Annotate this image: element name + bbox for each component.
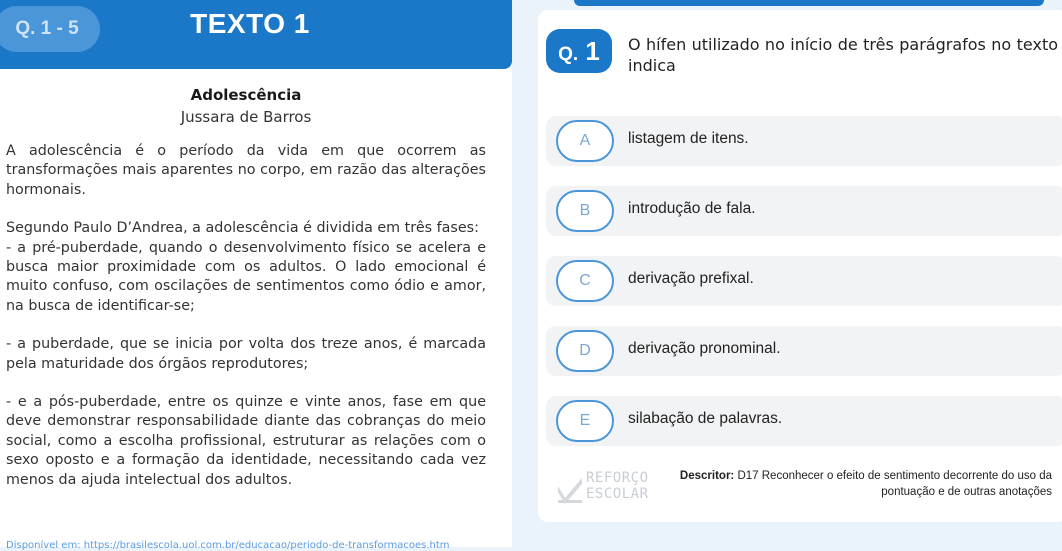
descriptor-text: D17 Reconhecer o efeito de sentimento decorrente do uso da pontuação e de outras anotações	[737, 470, 1052, 498]
logo-text	[586, 470, 649, 502]
option-b[interactable]	[546, 186, 1062, 236]
option-c[interactable]	[546, 256, 1062, 306]
paragraph: A adolescência é o período da vida em que ocorrem as transformações mais aparentes no corpo, em razão das alterações hormonais.	[6, 143, 486, 198]
text-panel	[0, 0, 512, 551]
option-letter[interactable]: C	[556, 260, 614, 302]
logo-line-2: ESCOLAR	[586, 486, 649, 502]
option-text: silabação de palavras.	[628, 410, 783, 427]
panel-divider	[518, 0, 536, 547]
option-text: derivação pronominal.	[628, 340, 781, 357]
question-range-badge: Q. 1 - 5	[0, 6, 100, 52]
source-link[interactable]: Disponível em: https://brasilescola.uol.com.br/educacao/periodo-de-transformacoes.htm	[6, 540, 450, 551]
question-text: O hífen utilizado no início de três parágrafos no texto indica	[628, 35, 1058, 75]
text-header	[0, 0, 512, 69]
option-text: derivação prefixal.	[628, 270, 754, 287]
descriptor	[676, 468, 1052, 500]
question-card-topbar	[574, 0, 1044, 6]
option-a[interactable]	[546, 116, 1062, 166]
option-letter[interactable]: A	[556, 120, 614, 162]
option-text: introdução de fala.	[628, 200, 756, 217]
option-letter[interactable]: E	[556, 400, 614, 442]
question-number-badge	[546, 29, 612, 73]
option-letter[interactable]: B	[556, 190, 614, 232]
paragraph: - a pré-puberdade, quando o desenvolvimento físico se acelera e busca maior proximidade com os adultos. O lado emocional é muito confuso, com oscilações de sentimentos como ódio e amor, na busca de identificar-se;	[6, 239, 486, 314]
paragraph: - e a pós-puberdade, entre os quinze e vinte anos, fase em que deve demonstrar responsabilidade diante das cobranças do meio social, como a escolha profissional, estruturar as relações com o sexo oposto e a formação da identidade, necessitando cada vez menos da ajuda intelectual dos adultos.	[6, 394, 486, 488]
question-prefix: Q.	[558, 44, 579, 65]
article-body	[6, 142, 486, 509]
article-author: Jussara de Barros	[180, 108, 312, 126]
option-letter[interactable]: D	[556, 330, 614, 372]
option-e[interactable]	[546, 396, 1062, 446]
article-title: Adolescência	[190, 86, 302, 104]
paragraph: Segundo Paulo D’Andrea, a adolescência é dividida em três fases:	[6, 220, 479, 237]
question-number: 1	[585, 36, 600, 66]
reforco-escolar-logo	[556, 468, 666, 508]
text-title: TEXTO 1	[190, 8, 310, 39]
logo-line-1: REFORÇO	[586, 470, 649, 486]
option-text: listagem de itens.	[628, 130, 749, 147]
option-d[interactable]	[546, 326, 1062, 376]
descriptor-label: Descritor:	[679, 470, 735, 482]
logo-check-icon	[556, 472, 584, 508]
paragraph: - a puberdade, que se inicia por volta dos treze anos, é marcada pela maturidade dos órgãos reprodutores;	[6, 336, 486, 372]
